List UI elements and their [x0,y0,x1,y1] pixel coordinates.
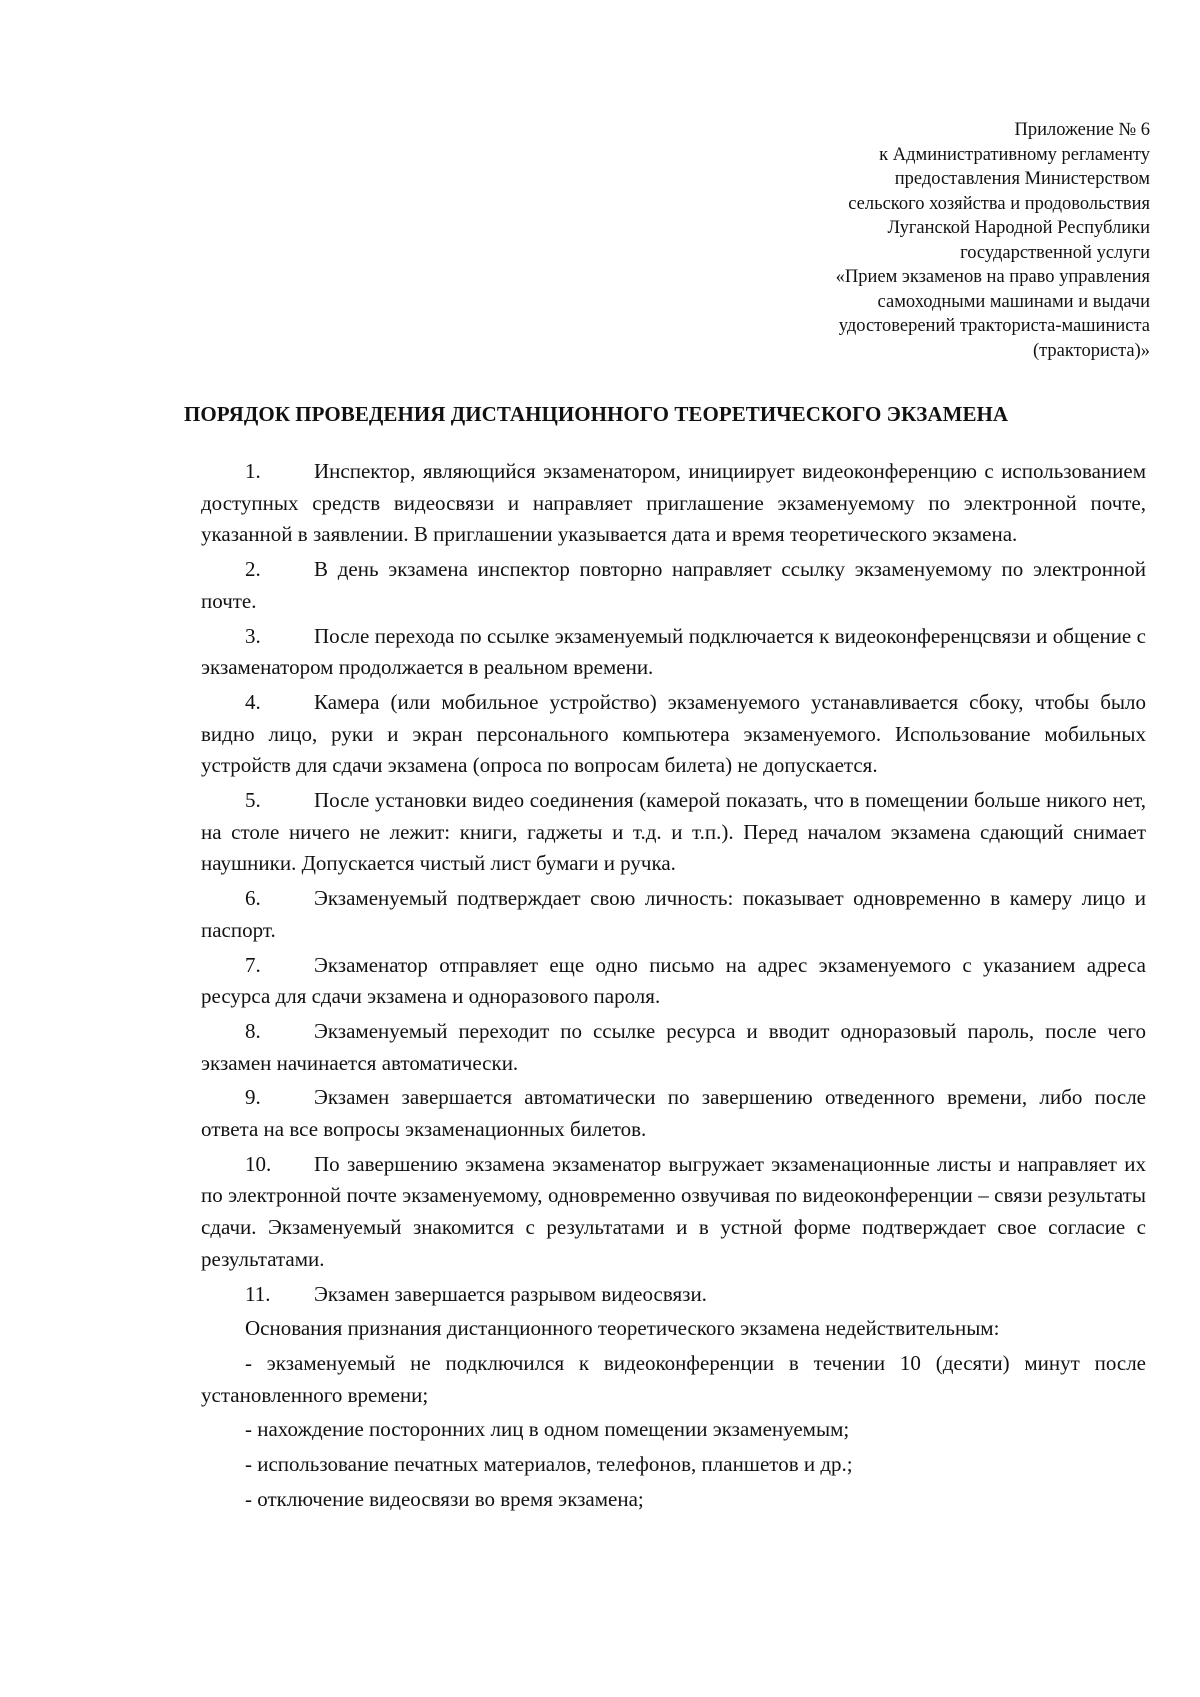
appendix-line: удостоверений тракториста-машиниста [838,316,1150,336]
item-number: 11. [245,1281,271,1306]
item-number: 3. [245,623,261,648]
appendix-header [550,118,1150,363]
appendix-line: Луганской Народной Республики [887,218,1150,238]
appendix-line: предоставления Министерством [894,169,1150,189]
numbered-item [201,554,1146,617]
item-text: После установки видео соединения (камерой показать, что в помещении больше никого нет, на столе ничего не лежит: книги, гаджеты и т.д. и т.п.). Перед началом экзамена сдающий снимает наушники. Допускается чистый лист бумаги и ручка. [201,788,1146,876]
item-text: В день экзамена инспектор повторно направляет ссылку экзаменуемому по электронной почте. [201,557,1146,613]
numbered-item [201,621,1146,684]
item-number: 9. [245,1085,261,1110]
item-text: Экзамен завершается разрывом видеосвязи. [314,1281,707,1306]
item-number: 1. [245,459,261,483]
item-text: Экзаменуемый подтверждает свою личность: показывает одновременно в камеру лицо и паспорт. [201,886,1146,942]
item-text: Экзаменатор отправляет еще одно письмо на адрес экзаменуемого с указанием адреса ресурса для сдачи экзамена и одноразового пароля. [201,952,1146,1009]
appendix-line: (тракториста)» [1032,340,1150,361]
numbered-item [201,456,1146,551]
item-text: Камера (или мобильное устройство) экзаменуемого устанавливается сбоку, чтобы было видно лицо, руки и экран персонального компьютера экзаменуемого. Использование мобильных устройств для сдачи экзамена (опроса по вопросам билета) не допускается. [201,689,1146,778]
document-title: ПОРЯДОК ПРОВЕДЕНИЯ ДИСТАНЦИОННОГО ТЕОРЕТИЧЕСКОГО ЭКЗАМЕНА [184,402,1009,426]
numbered-item [201,785,1146,880]
item-number: 8. [245,1018,261,1043]
appendix-line: Приложение № 6 [1014,120,1150,140]
item-text: Экзаменуемый переходит по ссылке ресурса и вводит одноразовый пароль, после чего экзамен начинается автоматически. [201,1018,1146,1075]
grounds-item: - отключение видеосвязи во время экзамена; [245,1486,644,1511]
item-number: 2. [245,557,261,582]
appendix-line: самоходными машинами и выдачи [877,291,1150,312]
item-number: 4. [245,689,261,714]
grounds-item: - нахождение посторонних лиц в одном помещении экзаменуемым; [245,1417,850,1442]
numbered-item [201,687,1146,782]
item-number: 6. [245,886,261,911]
appendix-line: сельского хозяйства и продовольствия [848,193,1150,214]
item-text: После перехода по ссылке экзаменуемый подключается к видеоконференцсвязи и общение с экзаменатором продолжается в реальном времени. [201,623,1146,680]
numbered-item [201,883,1146,946]
item-text: Инспектор, являющийся экзаменатором, инициирует видеоконференцию с использованием доступных средств видеосвязи и направляет приглашение экзаменуемому по электронной почте, указанной в заявлении. В приглашении указывается дата и время теоретического экзамена. [201,459,1146,547]
item-text: Экзамен завершается автоматически по завершению отведенного времени, либо после ответа на все вопросы экзаменационных билетов. [201,1085,1146,1142]
item-number: 5. [245,788,261,813]
document-body [201,456,1146,1519]
grounds-item: - использование печатных материалов, телефонов, планшетов и др.; [245,1452,853,1477]
numbered-item [201,1279,1146,1311]
item-number: 7. [245,952,261,977]
numbered-item [201,1016,1146,1079]
appendix-line: к Административному регламенту [879,144,1150,165]
grounds-item: - экзаменуемый не подключился к видеоконференции в течении 10 (десяти) минут после установленного времени; [201,1350,1146,1407]
numbered-item [201,1149,1146,1276]
numbered-item [201,1082,1146,1145]
item-text: По завершению экзамена экзаменатор выгружает экзаменационные листы и направляет их по электронной почте экзаменуемому, одновременно озвучивая по видеоконференции – связи результаты сдачи. Экзаменуемый знакомится с результатами и в устной форме подтверждает свое согласие с результатами. [201,1151,1146,1271]
item-number: 10. [245,1151,272,1176]
grounds-heading: Основания признания дистанционного теоретического экзамена недействительным: [245,1316,1000,1341]
appendix-line: «Прием экзаменов на право управления [835,267,1150,287]
numbered-item [201,950,1146,1013]
appendix-line: государственной услуги [960,242,1150,263]
